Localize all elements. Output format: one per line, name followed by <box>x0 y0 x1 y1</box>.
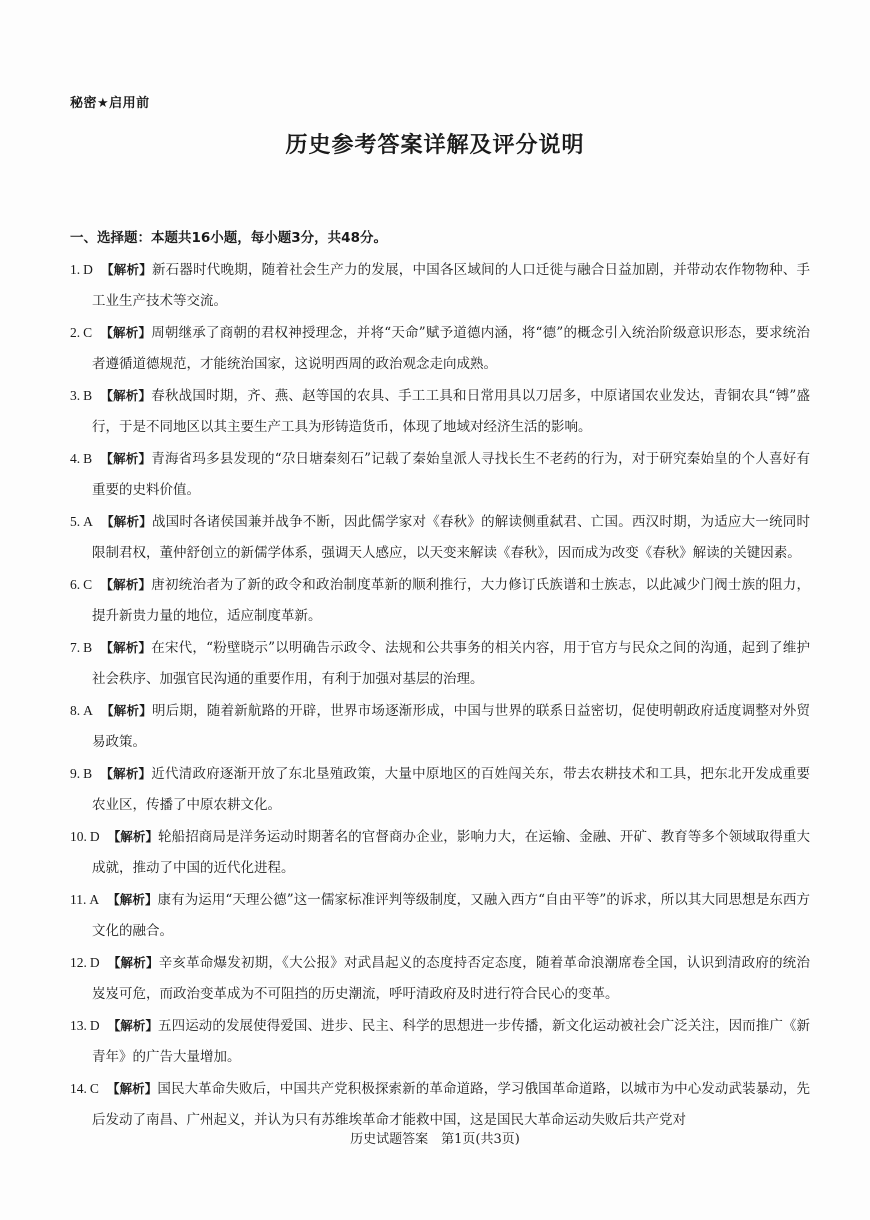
question-number: 10. <box>70 829 87 844</box>
analysis-tag: 【解析】 <box>100 514 152 529</box>
answer-key: A <box>83 703 93 718</box>
analysis-text: 近代清政府逐渐开放了东北垦殖政策，大量中原地区的百姓闯关东，带去农耕技术和工具，把东北开发成重要农业区，传播了中原农耕文化。 <box>92 766 810 813</box>
question-number: 1. <box>70 262 81 277</box>
answer-item-13 <box>70 1010 810 1073</box>
analysis-text: 国民大革命失败后，中国共产党积极探索新的革命道路，学习俄国革命道路，以城市为中心发动武装暴动，先后发动了南昌、广州起义，并认为只有苏维埃革命才能救中国，这是国民大革命运动失败后共产党对 <box>92 1081 810 1128</box>
analysis-text: 周朝继承了商朝的君权神授理念，并将“天命”赋予道德内涵，将“德”的概念引入统治阶级意识形态，要求统治者遵循道德规范，才能统治国家，这说明西周的政治观念走向成熟。 <box>92 325 810 372</box>
answer-item-12 <box>70 947 810 1010</box>
question-number: 6. <box>70 577 81 592</box>
answer-list <box>70 254 810 1136</box>
answer-item-2 <box>70 317 810 380</box>
answer-key: A <box>83 514 93 529</box>
question-number: 11. <box>70 892 87 907</box>
answer-key: D <box>83 262 93 277</box>
answer-item-9 <box>70 758 810 821</box>
answer-item-6 <box>70 569 810 632</box>
answer-item-8 <box>70 695 810 758</box>
answer-key: A <box>89 892 100 907</box>
analysis-tag: 【解析】 <box>100 388 152 403</box>
answer-key: D <box>89 955 100 970</box>
question-number: 2. <box>70 325 81 340</box>
analysis-text: 青海省玛多县发现的“尕日塘秦刻石”记载了秦始皇派人寻找长生不老药的行为，对于研究秦始皇的个人喜好有重要的史料价值。 <box>92 451 810 498</box>
confidential-mark: 秘密★启用前 <box>70 96 150 111</box>
answer-item-1 <box>70 254 810 317</box>
answer-item-3 <box>70 380 810 443</box>
question-number: 14. <box>70 1081 87 1096</box>
answer-item-4 <box>70 443 810 506</box>
analysis-tag: 【解析】 <box>107 1018 159 1033</box>
answer-item-7 <box>70 632 810 695</box>
analysis-tag: 【解析】 <box>106 1081 158 1096</box>
question-number: 5. <box>70 514 81 529</box>
analysis-tag: 【解析】 <box>100 703 152 718</box>
question-number: 7. <box>70 640 81 655</box>
analysis-text: 在宋代，“粉壁晓示”以明确告示政令、法规和公共事务的相关内容，用于官方与民众之间的沟通，起到了维护社会秩序、加强官民沟通的重要作用，有利于加强对基层的治理。 <box>92 640 810 687</box>
page-footer: 历史试题答案 第1页(共3页) <box>350 1132 520 1147</box>
analysis-text: 明后期，随着新航路的开辟，世界市场逐渐形成，中国与世界的联系日益密切，促使明朝政府适度调整对外贸易政策。 <box>92 703 810 750</box>
answer-item-14 <box>70 1073 810 1136</box>
analysis-tag: 【解析】 <box>100 766 152 781</box>
analysis-tag: 【解析】 <box>100 262 152 277</box>
answer-item-10 <box>70 821 810 884</box>
question-number: 13. <box>70 1018 87 1033</box>
section-heading: 一、选择题：本题共16小题，每小题3分，共48分。 <box>70 230 387 246</box>
analysis-text: 康有为运用“天理公德”这一儒家标准评判等级制度，又融入西方“自由平等”的诉求，所以其大同思想是东西方文化的融合。 <box>92 892 810 939</box>
page-title: 历史参考答案详解及评分说明 <box>285 133 585 158</box>
analysis-tag: 【解析】 <box>107 892 158 907</box>
question-number: 9. <box>70 766 81 781</box>
analysis-tag: 【解析】 <box>100 325 152 340</box>
answer-key: B <box>83 640 93 655</box>
answer-key: B <box>83 451 93 466</box>
question-number: 4. <box>70 451 81 466</box>
question-number: 3. <box>70 388 81 403</box>
answer-key: C <box>89 1081 99 1096</box>
answer-key: C <box>83 325 93 340</box>
question-number: 8. <box>70 703 81 718</box>
analysis-tag: 【解析】 <box>100 451 152 466</box>
answer-key: B <box>83 766 93 781</box>
question-number: 12. <box>70 955 87 970</box>
analysis-tag: 【解析】 <box>107 955 159 970</box>
answer-key: B <box>83 388 93 403</box>
analysis-text: 新石器时代晚期，随着社会生产力的发展，中国各区域间的人口迁徙与融合日益加剧，并带动农作物物种、手工业生产技术等交流。 <box>92 262 810 309</box>
analysis-text: 春秋战国时期，齐、燕、赵等国的农具、手工工具和日常用具以刀居多，中原诸国农业发达，青铜农具“镈”盛行，于是不同地区以其主要生产工具为形铸造货币，体现了地域对经济生活的影响。 <box>92 388 810 435</box>
answer-key: C <box>83 577 93 592</box>
answer-item-5 <box>70 506 810 569</box>
analysis-text: 辛亥革命爆发初期，《大公报》对武昌起义的态度持否定态度，随着革命浪潮席卷全国，认识到清政府的统治岌岌可危，而政治变革成为不可阻挡的历史潮流，呼吁清政府及时进行符合民心的变革。 <box>92 955 810 1002</box>
answer-key: D <box>89 1018 100 1033</box>
analysis-tag: 【解析】 <box>100 640 152 655</box>
analysis-tag: 【解析】 <box>107 829 159 844</box>
answer-item-11 <box>70 884 810 947</box>
analysis-tag: 【解析】 <box>100 577 152 592</box>
analysis-text: 轮船招商局是洋务运动时期著名的官督商办企业，影响力大，在运输、金融、开矿、教育等多个领域取得重大成就，推动了中国的近代化进程。 <box>92 829 810 876</box>
analysis-text: 战国时各诸侯国兼并战争不断，因此儒学家对《春秋》的解读侧重弑君、亡国。西汉时期，为适应大一统同时限制君权，董仲舒创立的新儒学体系，强调天人感应，以天变来解读《春秋》，因而成为改变《春秋》解读的关键因素。 <box>92 514 810 561</box>
answer-key: D <box>89 829 100 844</box>
analysis-text: 唐初统治者为了新的政令和政治制度革新的顺利推行，大力修订氏族谱和士族志，以此减少门阀士族的阻力，提升新贵力量的地位，适应制度革新。 <box>92 577 810 624</box>
analysis-text: 五四运动的发展使得爱国、进步、民主、科学的思想进一步传播，新文化运动被社会广泛关注，因而推广《新青年》的广告大量增加。 <box>92 1018 810 1065</box>
